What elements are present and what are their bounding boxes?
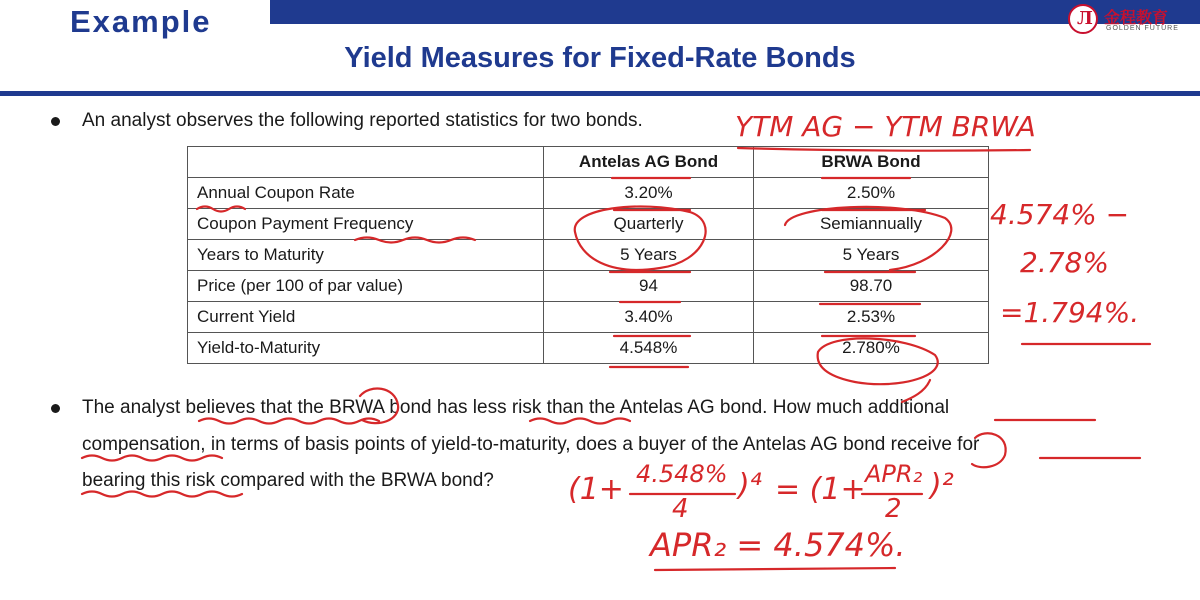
row-label: Current Yield	[188, 302, 544, 333]
question-line-2: compensation, in terms of basis points of yield-to-maturity, does a buyer of the Antelas AG bond receive for	[82, 434, 980, 455]
ink-result: APR₂ = 4.574%.	[650, 526, 906, 564]
logo-text-cn: 金程教育	[1104, 8, 1169, 27]
ink-eq-frac-den: 4	[672, 494, 689, 524]
ink-calc-1: 4.574% −	[990, 198, 1130, 231]
bullet-icon	[51, 117, 60, 126]
question-line-1: The analyst believes that the BRWA bond has less risk than the Antelas AG bond. How much additional	[82, 397, 950, 418]
ink-calc-2: 2.78%	[1020, 246, 1109, 279]
bullet-icon	[51, 404, 60, 413]
ink-eq-exp-left: )⁴	[738, 468, 762, 503]
brwa-value: 2.53%	[754, 302, 989, 333]
ink-calc-3: =1.794%.	[1000, 296, 1140, 329]
antelas-value: 94	[544, 271, 754, 302]
header-band	[270, 0, 1200, 24]
antelas-value: Quarterly	[544, 209, 754, 240]
brwa-value: 2.50%	[754, 178, 989, 209]
ink-eq-left: (1+	[568, 472, 624, 507]
ink-eq-apr-den: 2	[885, 494, 902, 524]
row-label: Price (per 100 of par value)	[188, 271, 544, 302]
example-label: Example	[70, 4, 212, 39]
table-row	[188, 271, 989, 302]
table-row	[188, 178, 989, 209]
ink-ytm-diff: YTM AG − YTM BRWA	[735, 110, 1036, 143]
bond-stats-table	[187, 146, 989, 364]
table-header-row	[188, 147, 989, 178]
question-line-3: bearing this risk compared with the BRWA bond?	[82, 470, 494, 491]
ink-eq-apr-num: APR₂	[865, 460, 923, 488]
antelas-value: 3.40%	[544, 302, 754, 333]
title-divider	[0, 91, 1200, 96]
table-row	[188, 209, 989, 240]
ink-wavy-underline	[199, 419, 379, 424]
row-label: Coupon Payment Frequency	[188, 209, 544, 240]
table-header-cell: Antelas AG Bond	[544, 147, 754, 178]
antelas-value: 3.20%	[544, 178, 754, 209]
intro-text: An analyst observes the following reported statistics for two bonds.	[82, 110, 643, 131]
brwa-value: 2.780%	[754, 333, 989, 364]
row-label: Yield-to-Maturity	[188, 333, 544, 364]
brwa-value: 5 Years	[754, 240, 989, 271]
table-header-cell	[188, 147, 544, 178]
table-row	[188, 240, 989, 271]
antelas-value: 5 Years	[544, 240, 754, 271]
brwa-value: 98.70	[754, 271, 989, 302]
table-row	[188, 302, 989, 333]
ink-wavy-underline	[530, 419, 630, 424]
logo-emblem-icon: Л	[1068, 4, 1098, 34]
ink-eq-exp-right: )²	[930, 468, 954, 503]
brwa-value: Semiannually	[754, 209, 989, 240]
logo-text-en: GOLDEN FUTURE	[1106, 25, 1179, 32]
table-row	[188, 333, 989, 364]
antelas-value: 4.548%	[544, 333, 754, 364]
ink-eq-mid: = (1+	[775, 472, 866, 507]
ink-wavy-underline	[82, 492, 242, 497]
table-header-cell: BRWA Bond	[754, 147, 989, 178]
slide-title: Yield Measures for Fixed-Rate Bonds	[344, 42, 856, 74]
row-label: Years to Maturity	[188, 240, 544, 271]
row-label: Annual Coupon Rate	[188, 178, 544, 209]
ink-wavy-underline	[82, 456, 222, 461]
logo	[1068, 2, 1200, 36]
ink-eq-frac-num: 4.548%	[636, 460, 728, 488]
